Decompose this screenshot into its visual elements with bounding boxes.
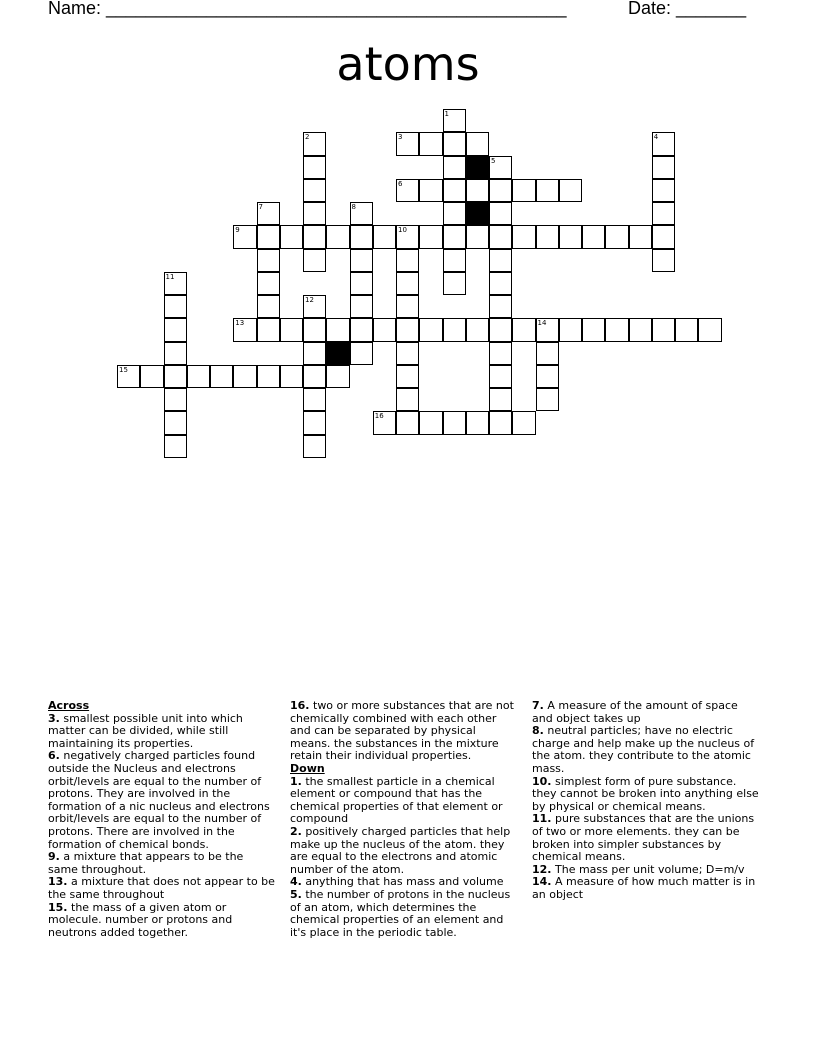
black-square	[466, 156, 489, 179]
clue-number: 13	[235, 319, 245, 328]
answer-cell[interactable]	[350, 342, 373, 365]
clue-across-13: 13. a mixture that does not appear to be the same throughout	[48, 875, 275, 901]
answer-cell[interactable]	[652, 225, 675, 248]
answer-cell[interactable]	[536, 388, 559, 411]
down-heading: Down	[290, 761, 325, 775]
answer-cell[interactable]	[559, 179, 582, 202]
answer-cell[interactable]	[373, 411, 396, 434]
answer-cell[interactable]	[419, 318, 442, 341]
answer-cell[interactable]	[443, 318, 466, 341]
answer-cell[interactable]	[489, 179, 512, 202]
answer-cell[interactable]	[536, 342, 559, 365]
answer-cell[interactable]	[605, 318, 628, 341]
answer-cell[interactable]	[280, 365, 303, 388]
clue-down-7: 7. A measure of the amount of space and object takes up	[532, 699, 738, 725]
answer-cell[interactable]	[164, 388, 187, 411]
clue-column-1	[48, 700, 276, 939]
clue-across-3: 3. smallest possible unit into which matter can be divided, while still maintaining its properties.	[48, 711, 243, 750]
answer-cell[interactable]	[326, 225, 349, 248]
answer-cell[interactable]	[419, 132, 442, 155]
clue-number: 15	[119, 365, 128, 374]
answer-cell[interactable]	[396, 365, 419, 388]
answer-cell[interactable]	[396, 388, 419, 411]
answer-cell[interactable]	[303, 411, 326, 434]
answer-cell[interactable]	[350, 295, 373, 318]
answer-cell[interactable]	[140, 365, 163, 388]
answer-cell[interactable]	[443, 225, 466, 248]
answer-cell[interactable]	[303, 318, 326, 341]
answer-cell[interactable]	[652, 318, 675, 341]
answer-cell[interactable]	[233, 318, 256, 341]
answer-cell[interactable]	[396, 225, 419, 248]
answer-cell[interactable]	[466, 411, 489, 434]
black-square	[466, 202, 489, 225]
clue-number: 10	[398, 226, 407, 235]
answer-cell[interactable]	[233, 365, 256, 388]
answer-cell[interactable]	[373, 318, 396, 341]
answer-cell[interactable]	[443, 202, 466, 225]
answer-cell[interactable]	[489, 388, 512, 411]
answer-cell[interactable]	[559, 318, 582, 341]
answer-cell[interactable]	[257, 272, 280, 295]
answer-cell[interactable]	[629, 225, 652, 248]
answer-cell[interactable]	[350, 272, 373, 295]
answer-cell[interactable]	[652, 249, 675, 272]
clue-number: 4	[653, 133, 659, 142]
answer-cell[interactable]	[164, 295, 187, 318]
clue-down-5: 5. the number of protons in the nucleus of an atom, which determines the chemical properties of an element and it's place in the periodic table.	[290, 887, 511, 939]
clue-down-1: 1. the smallest particle in a chemical element or compound that has the chemical properties of that element or compound	[290, 774, 503, 826]
answer-cell[interactable]	[489, 249, 512, 272]
clue-down-2: 2. positively charged particles that help make up the nucleus of the atom. they are equal to the electrons and atomic number of the atom.	[290, 824, 511, 876]
answer-cell[interactable]	[489, 295, 512, 318]
answer-cell[interactable]	[326, 318, 349, 341]
answer-cell[interactable]	[303, 225, 326, 248]
answer-cell[interactable]	[257, 318, 280, 341]
answer-cell[interactable]	[396, 295, 419, 318]
answer-cell[interactable]	[303, 179, 326, 202]
answer-cell[interactable]	[419, 179, 442, 202]
answer-cell[interactable]	[443, 132, 466, 155]
answer-cell[interactable]	[164, 272, 187, 295]
clue-down-4: 4. anything that has mass and volume	[290, 875, 504, 889]
answer-cell[interactable]	[582, 318, 605, 341]
answer-cell[interactable]	[652, 156, 675, 179]
black-square	[326, 342, 349, 365]
answer-cell[interactable]	[233, 225, 256, 248]
answer-cell[interactable]	[210, 365, 233, 388]
answer-cell[interactable]	[489, 318, 512, 341]
answer-cell[interactable]	[396, 318, 419, 341]
answer-cell[interactable]	[443, 109, 466, 132]
answer-cell[interactable]	[512, 225, 535, 248]
answer-cell[interactable]	[280, 318, 303, 341]
answer-cell[interactable]	[350, 225, 373, 248]
answer-cell[interactable]	[582, 225, 605, 248]
answer-cell[interactable]	[489, 365, 512, 388]
answer-cell[interactable]	[257, 249, 280, 272]
puzzle-title: atoms	[336, 37, 480, 91]
answer-cell[interactable]	[466, 132, 489, 155]
answer-cell[interactable]	[350, 202, 373, 225]
answer-cell[interactable]	[303, 295, 326, 318]
answer-cell[interactable]	[489, 225, 512, 248]
answer-cell[interactable]	[536, 318, 559, 341]
answer-cell[interactable]	[443, 272, 466, 295]
answer-cell[interactable]	[396, 132, 419, 155]
clue-down-11: 11. pure substances that are the unions of two or more elements. they can be broken into simpler substances by chemical means.	[532, 812, 755, 864]
answer-cell[interactable]	[489, 342, 512, 365]
answer-cell[interactable]	[443, 156, 466, 179]
answer-cell[interactable]	[187, 365, 210, 388]
clue-down-14: 14. A measure of how much matter is in an object	[532, 875, 756, 901]
clue-down-12: 12. The mass per unit volume; D=m/v	[532, 862, 745, 876]
answer-cell[interactable]	[489, 202, 512, 225]
answer-cell[interactable]	[489, 411, 512, 434]
clue-column-2	[290, 700, 518, 939]
clue-number: 2	[305, 133, 310, 142]
answer-cell[interactable]	[280, 225, 303, 248]
answer-cell[interactable]	[117, 365, 140, 388]
clue-down-10: 10. simplest form of pure substance. they cannot be broken into anything else by physical or chemical means.	[532, 774, 759, 813]
answer-cell[interactable]	[396, 179, 419, 202]
clue-down-8: 8. neutral particles; have no electric charge and help make up the nucleus of the atom. they contribute to the atomic mass.	[532, 724, 755, 775]
clue-column-3	[532, 700, 760, 902]
answer-cell[interactable]	[652, 179, 675, 202]
date-field-label: Date: _______	[628, 0, 747, 18]
answer-cell[interactable]	[443, 179, 466, 202]
clue-across-9: 9. a mixture that appears to be the same throughout.	[48, 850, 244, 876]
answer-cell[interactable]	[419, 225, 442, 248]
answer-cell[interactable]	[652, 202, 675, 225]
answer-cell[interactable]	[303, 202, 326, 225]
answer-cell[interactable]	[303, 342, 326, 365]
answer-cell[interactable]	[512, 318, 535, 341]
answer-cell[interactable]	[326, 365, 349, 388]
answer-cell[interactable]	[164, 342, 187, 365]
crossword-grid	[0, 0, 816, 470]
answer-cell[interactable]	[466, 318, 489, 341]
clue-number: 14	[537, 319, 547, 328]
clue-number: 5	[491, 156, 496, 165]
clue-number: 1	[444, 110, 449, 118]
answer-cell[interactable]	[396, 342, 419, 365]
answer-cell[interactable]	[443, 249, 466, 272]
clue-number: 9	[235, 226, 240, 235]
answer-cell[interactable]	[652, 132, 675, 155]
name-field-label: Name: ______________________________________________	[48, 0, 567, 18]
answer-cell[interactable]	[257, 225, 280, 248]
answer-cell[interactable]	[466, 179, 489, 202]
answer-cell[interactable]	[257, 295, 280, 318]
answer-cell[interactable]	[489, 156, 512, 179]
clue-number: 16	[374, 412, 384, 421]
clue-number: 6	[398, 179, 403, 188]
clue-number: 7	[258, 203, 263, 211]
answer-cell[interactable]	[373, 225, 396, 248]
answer-cell[interactable]	[303, 249, 326, 272]
answer-cell[interactable]	[396, 249, 419, 272]
answer-cell[interactable]	[443, 411, 466, 434]
across-heading: Across	[48, 699, 90, 712]
answer-cell[interactable]	[164, 435, 187, 458]
clue-number: 11	[165, 272, 175, 281]
clue-across-6: 6. negatively charged particles found outside the Nucleus and electrons orbit/levels are equal to the number of protons. They are involved in the formation of a nic nucleus and electrons orbit/levels are equal to the number of protons. There are involved in the formation of chemical bonds.	[48, 749, 270, 851]
clue-number: 3	[398, 133, 403, 142]
answer-cell[interactable]	[629, 318, 652, 341]
clue-number: 12	[305, 296, 314, 304]
answer-cell[interactable]	[396, 272, 419, 295]
answer-cell[interactable]	[303, 435, 326, 458]
answer-cell[interactable]	[257, 202, 280, 225]
clue-across-15: 15. the mass of a given atom or molecule. number or protons and neutrons added together.	[48, 900, 233, 939]
answer-cell[interactable]	[489, 272, 512, 295]
clue-number: 8	[351, 203, 356, 211]
answer-cell[interactable]	[605, 225, 628, 248]
answer-cell[interactable]	[303, 388, 326, 411]
answer-cell[interactable]	[396, 411, 419, 434]
clue-across-16: 16. two or more substances that are not chemically combined with each other and can be separated by physical means. the substances in the mixture retain their individual properties.	[290, 699, 514, 763]
answer-cell[interactable]	[419, 411, 442, 434]
answer-cell[interactable]	[350, 318, 373, 341]
answer-cell[interactable]	[536, 225, 559, 248]
answer-cell[interactable]	[303, 132, 326, 155]
answer-cell[interactable]	[536, 179, 559, 202]
answer-cell[interactable]	[536, 365, 559, 388]
answer-cell[interactable]	[164, 318, 187, 341]
answer-cell[interactable]	[466, 225, 489, 248]
answer-cell[interactable]	[559, 225, 582, 248]
answer-cell[interactable]	[164, 365, 187, 388]
answer-cell[interactable]	[512, 179, 535, 202]
answer-cell[interactable]	[350, 249, 373, 272]
answer-cell[interactable]	[698, 318, 721, 341]
answer-cell[interactable]	[303, 156, 326, 179]
answer-cell[interactable]	[303, 365, 326, 388]
answer-cell[interactable]	[512, 411, 535, 434]
answer-cell[interactable]	[164, 411, 187, 434]
answer-cell[interactable]	[675, 318, 698, 341]
answer-cell[interactable]	[257, 365, 280, 388]
